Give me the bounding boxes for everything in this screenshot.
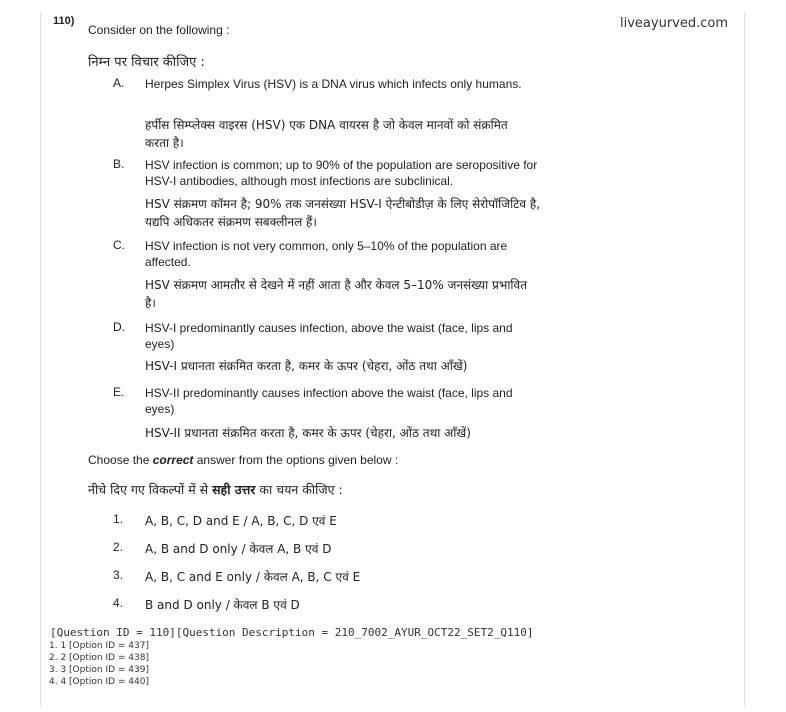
emphasis-correct: correct: [152, 453, 194, 467]
emphasis-sahi-uttar: सही उत्तर: [212, 482, 256, 497]
option-number: 1.: [113, 512, 124, 526]
question-intro-english: Consider on the following :: [88, 23, 230, 37]
option-id-item: 3. 3 [Option ID = 439]: [49, 665, 149, 675]
option-id-item: 4. 4 [Option ID = 440]: [49, 677, 149, 687]
option-text: A, B and D only / केवल A, B एवं D: [145, 542, 332, 556]
question-intro-hindi: निम्न पर विचार कीजिए :: [88, 55, 205, 70]
option-id-item: 2. 2 [Option ID = 438]: [49, 653, 149, 663]
option-text: A, B, C, D and E / A, B, C, D एवं E: [145, 514, 337, 528]
statement-letter: B.: [113, 157, 125, 171]
statement-hindi: हर्पीस सिम्प्लेक्स वाइरस (HSV) एक DNA वायरस है जो केवल मानवों को संक्रमित करता है।: [145, 118, 508, 150]
statement-letter: D.: [113, 320, 125, 334]
statement-hindi: HSV संक्रमण आमतौर से देखने में नहीं आता है और केवल 5–10% जनसंख्या प्रभावित है।: [145, 278, 528, 310]
statement-english: Herpes Simplex Virus (HSV) is a DNA virus which infects only humans.: [145, 77, 522, 91]
question-number: 110): [53, 15, 75, 27]
choose-instruction-hindi: नीचे दिए गए विकल्पों में से सही उत्तर का चयन कीजिए :: [88, 482, 343, 497]
site-watermark: liveayurved.com: [620, 16, 728, 31]
option-text: B and D only / केवल B एवं D: [145, 598, 300, 612]
page-right-border: [744, 12, 745, 707]
option-id-list: [49, 640, 149, 688]
option-number: 4.: [113, 596, 124, 610]
statement-hindi: HSV-I प्रधानता संक्रमित करता है, कमर के ऊपर (चेहरा, ओंठ तथा आँखें): [145, 359, 468, 373]
statement-letter: E.: [113, 385, 125, 399]
statement-english: HSV-I predominantly causes infection, above the waist (face, lips and eyes): [145, 321, 513, 351]
choose-instruction-english: Choose the correct answer from the options given below :: [88, 453, 399, 467]
question-meta: [Question ID = 110][Question Description = 210_7002_AYUR_OCT22_SET2_Q110]: [50, 626, 534, 639]
statement-letter: C.: [113, 238, 125, 252]
statement-english: HSV infection is common; up to 90% of the population are seropositive for HSV-I antibodies, although most infections are subclinical.: [145, 158, 538, 188]
statement-hindi: HSV-II प्रधानता संक्रमित करता है, कमर के ऊपर (चेहरा, ओंठ तथा आँखें): [145, 426, 471, 440]
statement-english: HSV infection is not very common, only 5–10% of the population are affected.: [145, 239, 508, 269]
statement-letter: A.: [113, 76, 125, 90]
option-id-item: 1. 1 [Option ID = 437]: [49, 641, 149, 651]
option-text: A, B, C and E only / केवल A, B, C एवं E: [145, 570, 361, 584]
statement-hindi: HSV संक्रमण कॉमन है; 90% तक जनसंख्या HSV-I ऐन्टीबोडीज़ के लिए सेरोपॉजिटिव है, यद्यपि अधिकतर संक्रमण सबक्लीनल हैं।: [145, 197, 541, 229]
statement-english: HSV-II predominantly causes infection above the waist (face, lips and eyes): [145, 386, 513, 416]
page-left-border: [40, 12, 41, 707]
option-number: 3.: [113, 568, 124, 582]
option-number: 2.: [113, 540, 124, 554]
